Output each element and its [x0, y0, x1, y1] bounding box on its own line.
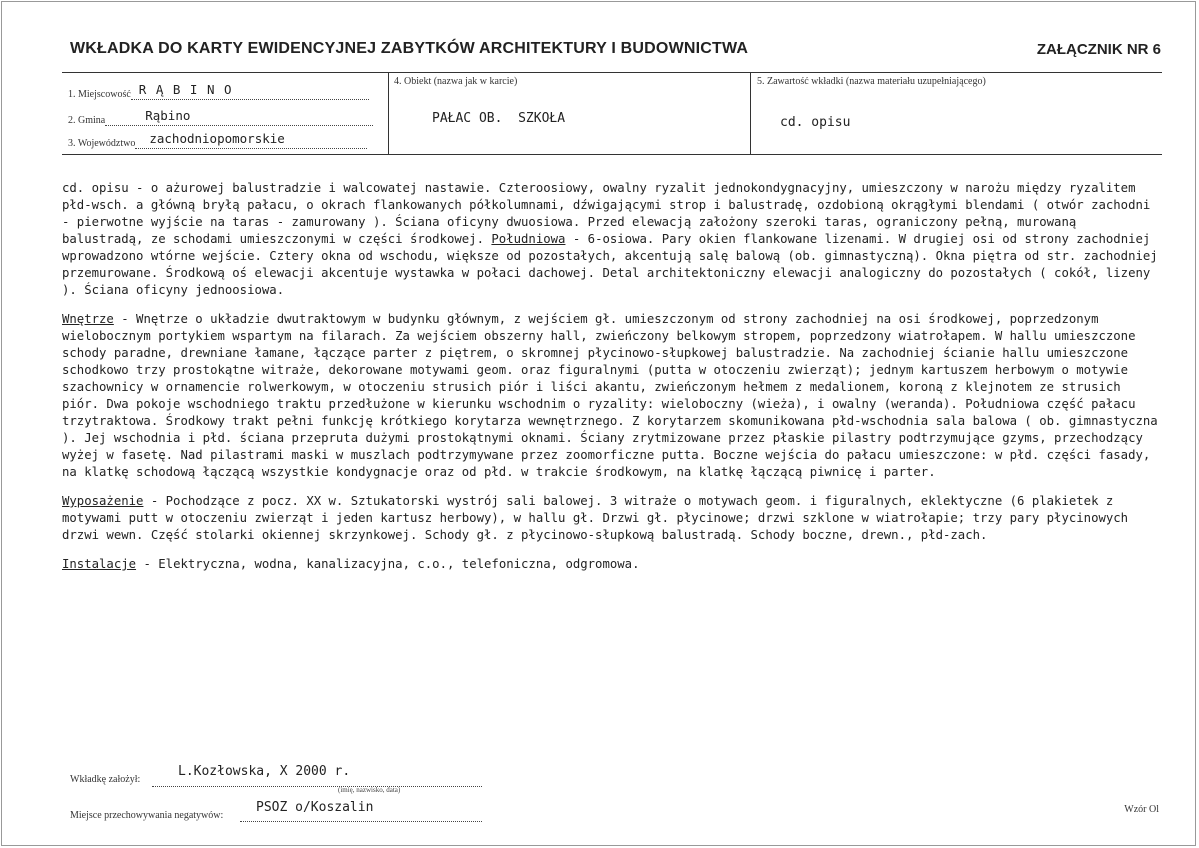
- interior-text: - Wnętrze o układzie dwutraktowym w budynku głównym, z wejściem gł. umieszczonym od strony zachodniej na osi środkowej, poprzedzonym wielobocznym portykiem wspartym na filarach. Za wejściem obszerny hall, zwieńczony belkowym stropem, poprzedzony wiatrołapem. W hallu umieszczone schody paradne, drewniane łamane, łączące parter z piętrem, o skromnej płycinowo-słupkowej balustradzie. Na zachodniej ścianie hallu umieszczone schodkowo trzy prostokątne witraże, dekorowane motywami geom. oraz figuralnymi (putta w otoczeniu zwierząt); jednym kartuszem herbowym o motywie szachownicy w ornamencie rolwerkowym, w otoczeniu strusich piór i liści akantu, zwieńczonym hełmem z medalionem, koroną z klejnotem ze strusich piór. Dwa pokoje wschodniego traktu przedłużone w kierunku wschodnim o ryzality: wieloboczny (wieża), i owalny (weranda). Południowa część pałacu trzytraktowa. Środkowy trakt pełni funkcję krótkiego korytarza wewnętrznego. Z korytarzem skomunikowana płd-wschodnia sala balowa ( ob. gimnastyczna ). Jej wschodnia i płd. ściana przepruta dużymi prostokątnymi oknami. Ściany zrytmizowane przez płaskie pilastry podtrzymujące gzyms, przechodzący wyżej w fasetę. Nad pilastrami maski w muszlach podtrzymywane przez zoomorficzne putta. Boczne wejścia do pałacu umieszczone: w płd. części fasady, na klatkę schodową łączącą wszystkie kondygnacje oraz od płd. w trakcie środkowym, na klatkę łączącą piwnicę i parter.: [62, 312, 1158, 479]
- form-title: WKŁADKA DO KARTY EWIDENCYJNEJ ZABYTKÓW ARCHITEKTURY I BUDOWNICTWA: [70, 40, 749, 57]
- installations-heading: Instalacje: [62, 557, 137, 571]
- content-label: 5. Zawartość wkładki (nazwa materiału uzupełniającego): [757, 76, 986, 87]
- south-text: - 6-osiowa. Pary okien flankowane lizenami. W drugiej osi od strony zachodniej wprowadzono wtórne wejście. Cztery okna od wschodu, większe od pozostałych, akcentują salę balową (ob. gimnastyczną). Okna piętra od str. zachodniej przemurowane. Środkową oś elewacji akcentuje wystawka w połaci dachowej. Detal architektoniczny elewacji analogiczny do pozostałych ( cokół, lizeny ). Ściana oficyny jednoosiowa.: [62, 232, 1158, 297]
- prepared-dots: [152, 786, 482, 787]
- commune-label: 2. Gmina: [68, 115, 106, 126]
- commune-value: Rąbino: [145, 108, 191, 123]
- identification-box: [62, 72, 1162, 155]
- exterior-text: cd. opisu - o ażurowej balustradzie i walcowatej nastawie. Czteroosiowy, owalny ryzalit jednokondygnacyjny, umieszczony w narożu między ryzalitem płd-wsch. a główną bryłą pałacu, o okrach flankowanych półkolumnami, dźwigającymi strop i balustradę, ozdobioną okrągłymi blendami ( otwór zachodni - pierwotne wyjście na taras - zamurowany ). Ściana oficyny dwuosiowa. Przed elewacją założony szeroki taras, ograniczony pełną, murowaną balustradą, ze schodami umieszczonymi w części środkowej.: [62, 181, 1151, 246]
- voivodeship-label: 3. Województwo: [68, 138, 136, 149]
- prepared-hint: (imię, nazwisko, data): [338, 786, 401, 794]
- paragraph-equipment: [62, 493, 1162, 544]
- locality-row: [68, 82, 369, 100]
- installations-text: - Elektryczna, wodna, kanalizacyjna, c.o., telefoniczna, odgromowa.: [143, 557, 640, 571]
- paragraph-interior: [62, 311, 1162, 481]
- voivodeship-dots: [135, 131, 367, 149]
- paragraph-installations: [62, 556, 1162, 573]
- paragraph-exterior: [62, 180, 1162, 299]
- south-heading: Południowa: [491, 232, 566, 246]
- object-value: PAŁAC OB. SZKOŁA: [432, 111, 566, 126]
- prepared-value: L.Kozłowska, X 2000 r.: [178, 764, 351, 779]
- commune-row: [68, 108, 373, 126]
- locality-label: 1. Miejscowość: [68, 89, 131, 100]
- divider-line: [388, 73, 389, 154]
- storage-value: PSOZ o/Koszalin: [256, 800, 374, 815]
- voivodeship-row: [68, 131, 367, 149]
- annex-number: ZAŁĄCZNIK NR 6: [1036, 41, 1161, 58]
- divider-line: [750, 73, 751, 154]
- locality-dots: [131, 82, 369, 100]
- storage-label: Miejsce przechowywania negatywów:: [70, 810, 224, 821]
- description-body: [62, 180, 1162, 585]
- voivodeship-value: zachodniopomorskie: [149, 131, 285, 146]
- interior-heading: Wnętrze: [62, 312, 114, 326]
- commune-dots: [105, 108, 373, 126]
- content-value: cd. opisu: [780, 115, 851, 130]
- equipment-text: - Pochodzące z pocz. XX w. Sztukatorski wystrój sali balowej. 3 witraże o motywach geom. i figuralnych, eklektyczne (6 plakietek z motywami putt w otoczeniu zwierząt i jeden kartusz herbowy), w hallu gł. Drzwi gł. płycinowe; drzwi szklone w wiatrołapie; trzy pary płycinowych drzwi wewn. Część stolarki okiennej skrzynkowej. Schody gł. z płycinowo-słupkową balustradą. Schody boczne, drewn., płd-zach.: [62, 494, 1129, 542]
- equipment-heading: Wyposażenie: [62, 494, 144, 508]
- prepared-label: Wkładkę założył:: [70, 774, 141, 785]
- object-label: 4. Obiekt (nazwa jak w karcie): [394, 76, 518, 87]
- locality-value: R Ą B I N O: [138, 82, 233, 97]
- storage-dots: [240, 821, 482, 822]
- template-code: Wzór Ol: [1124, 804, 1159, 815]
